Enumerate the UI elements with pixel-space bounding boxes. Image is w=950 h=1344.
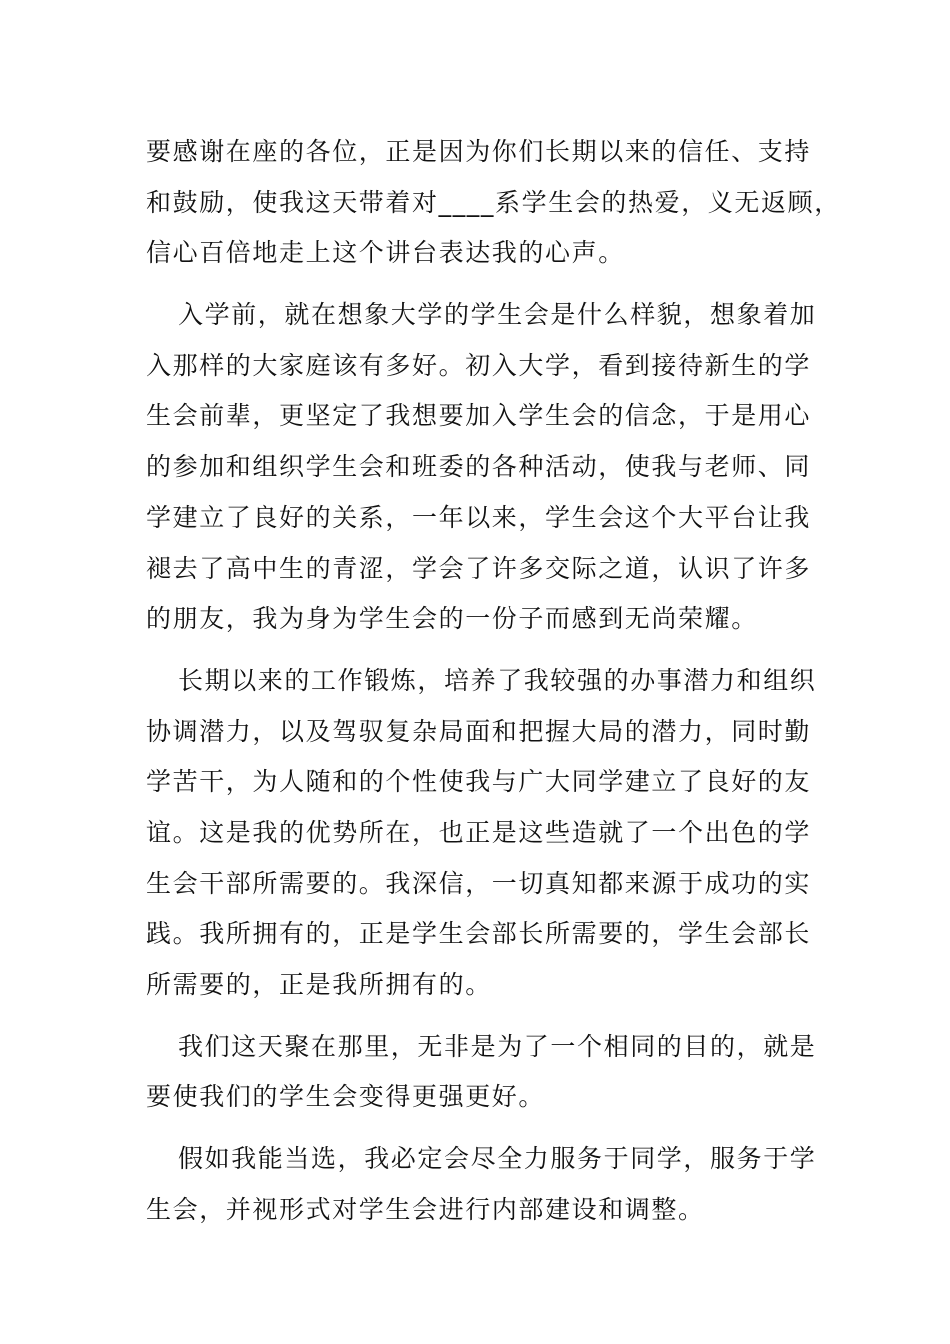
paragraph-5: [146, 1134, 817, 1235]
text-line: 要感谢在座的各位，正是因为你们长期以来的信任、支持: [146, 137, 812, 166]
paragraph-1: [146, 127, 841, 279]
text-line: 生会，并视形式对学生会进行内部建设和调整。: [146, 1194, 705, 1224]
paragraph-3: [146, 656, 817, 1011]
document-body: [146, 127, 841, 1246]
paragraph-2: [146, 290, 817, 645]
paragraph-4: [146, 1022, 817, 1123]
text-line: 入那样的大家庭该有多好。初入大学，看到接待新生的学: [146, 350, 812, 380]
text-line: 所需要的，正是我所拥有的。: [146, 970, 492, 999]
text-line: 生会干部所需要的。我深信，一切真知都来源于成功的实: [146, 868, 812, 898]
text-line: 生会前辈，更坚定了我想要加入学生会的信念，于是用心: [146, 401, 812, 431]
text-line: 我们这天聚在那里，无非是为了一个相同的目的，就是: [178, 1031, 817, 1061]
text-line: 褪去了高中生的青涩，学会了许多交际之道，认识了许多: [146, 553, 812, 583]
text-line: 长期以来的工作锻炼，培养了我较强的办事潜力和组织: [178, 665, 817, 695]
text-line: 假如我能当选，我必定会尽全力服务于同学，服务于学: [178, 1144, 817, 1174]
text-line: 信心百倍地走上这个讲台表达我的心声。: [146, 238, 625, 268]
text-line: 要使我们的学生会变得更强更好。: [146, 1082, 546, 1112]
text-line: 践。我所拥有的，正是学生会部长所需要的，学生会部长: [146, 919, 812, 949]
text-line: 协调潜力，以及驾驭复杂局面和把握大局的潜力，同时勤: [146, 716, 812, 746]
text-line: 和鼓励，使我这天带着对____系学生会的热爱，义无返顾，: [146, 187, 841, 217]
text-line: 的参加和组织学生会和班委的各种活动，使我与老师、同: [146, 452, 812, 482]
text-line: 的朋友，我为身为学生会的一份子而感到无尚荣耀。: [146, 604, 758, 634]
text-line: 学建立了良好的关系，一年以来，学生会这个大平台让我: [146, 502, 812, 532]
text-line: 谊。这是我的优势所在，也正是这些造就了一个出色的学: [146, 817, 812, 847]
text-line: 入学前，就在想象大学的学生会是什么样貌，想象着加: [178, 300, 817, 330]
text-line: 学苦干，为人随和的个性使我与广大同学建立了良好的友: [146, 767, 812, 797]
